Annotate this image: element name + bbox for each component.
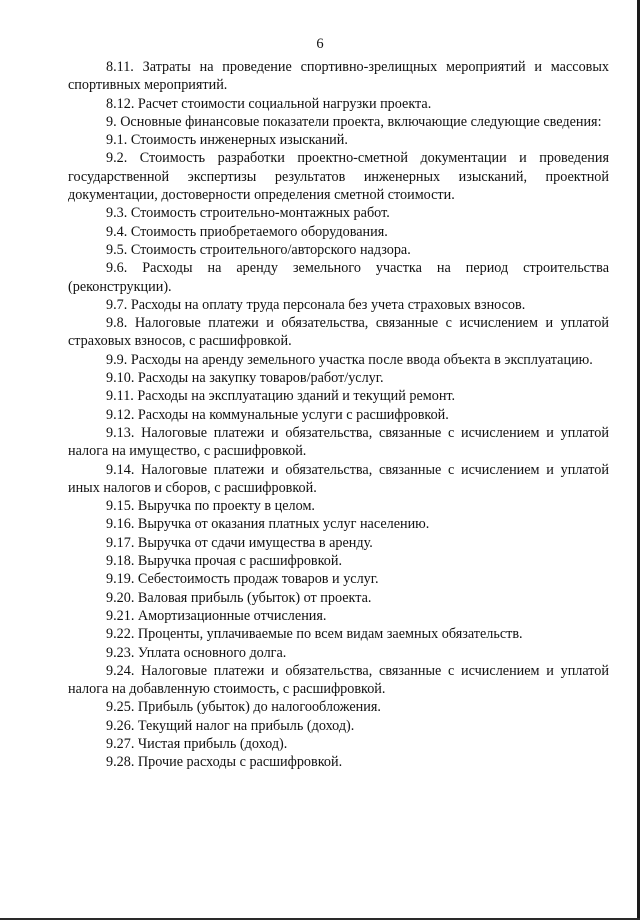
paragraph-9-9: 9.9. Расходы на аренду земельного участка после ввода объекта в эксплуатацию. xyxy=(106,351,593,368)
paragraph-9-12: 9.12. Расходы на коммунальные услуги с расшифровкой. xyxy=(106,406,449,423)
paragraph-8-11: 8.11. Затраты на проведение спортивно-зрелищных мероприятий и массовых спортивных мероприятий. xyxy=(68,59,609,94)
paragraph-9: 9. Основные финансовые показатели проекта, включающие следующие сведения: xyxy=(106,113,602,130)
paragraph-9-5: 9.5. Стоимость строительного/авторского надзора. xyxy=(106,241,411,258)
paragraph-9-2: 9.2. Стоимость разработки проектно-сметной документации и проведения государственной экспертизы результатов инженерных изысканий, проектной документации, достоверности определения сметной стоимости. xyxy=(68,150,609,204)
paragraph-9-16: 9.16. Выручка от оказания платных услуг населению. xyxy=(106,516,430,533)
paragraph-9-20: 9.20. Валовая прибыль (убыток) от проекта. xyxy=(106,589,372,606)
paragraph-9-1: 9.1. Стоимость инженерных изысканий. xyxy=(106,132,348,149)
paragraph-9-3: 9.3. Стоимость строительно-монтажных работ. xyxy=(106,205,390,222)
paragraph-9-27: 9.27. Чистая прибыль (доход). xyxy=(106,735,288,752)
paragraph-9-24: 9.24. Налоговые платежи и обязательства, связанные с исчислением и уплатой налога на добавленную стоимость, с расшифровкой. xyxy=(68,662,609,698)
paragraph-9-15: 9.15. Выручка по проекту в целом. xyxy=(106,498,315,515)
paragraph-9-26: 9.26. Текущий налог на прибыль (доход). xyxy=(106,717,355,734)
page-number: 6 xyxy=(316,36,324,52)
paragraph-9-22: 9.22. Проценты, уплачиваемые по всем видам заемных обязательств. xyxy=(106,626,523,643)
paragraph-9-14: 9.14. Налоговые платежи и обязательства, связанные с исчислением и уплатой иных налогов и сборов, с расшифровкой. xyxy=(68,461,609,496)
paragraph-9-7: 9.7. Расходы на оплату труда персонала без учета страховых взносов. xyxy=(106,296,526,313)
paragraph-9-19: 9.19. Себестоимость продаж товаров и услуг. xyxy=(106,571,379,588)
paragraph-9-18: 9.18. Выручка прочая с расшифровкой. xyxy=(106,553,343,570)
paragraph-9-28: 9.28. Прочие расходы с расшифровкой. xyxy=(106,754,343,771)
paragraph-9-6: 9.6. Расходы на аренду земельного участка на период строительства (реконструкции). xyxy=(68,260,609,295)
paragraph-8-12: 8.12. Расчет стоимости социальной нагрузки проекта. xyxy=(106,95,432,112)
paragraph-9-11: 9.11. Расходы на эксплуатацию зданий и текущий ремонт. xyxy=(106,388,456,405)
document-body xyxy=(68,58,609,772)
paragraph-9-17: 9.17. Выручка от сдачи имущества в аренду. xyxy=(106,534,373,551)
paragraph-9-25: 9.25. Прибыль (убыток) до налогообложения. xyxy=(106,699,381,716)
paragraph-9-23: 9.23. Уплата основного долга. xyxy=(106,644,287,661)
paragraph-9-8: 9.8. Налоговые платежи и обязательства, связанные с исчислением и уплатой страховых взносов, с расшифровкой. xyxy=(68,315,609,350)
paragraph-9-13: 9.13. Налоговые платежи и обязательства, связанные с исчислением и уплатой налога на имущество, с расшифровкой. xyxy=(68,424,609,460)
paragraph-9-4: 9.4. Стоимость приобретаемого оборудования. xyxy=(106,223,388,240)
paragraph-9-21: 9.21. Амортизационные отчисления. xyxy=(106,607,327,624)
paragraph-9-10: 9.10. Расходы на закупку товаров/работ/услуг. xyxy=(106,370,384,387)
